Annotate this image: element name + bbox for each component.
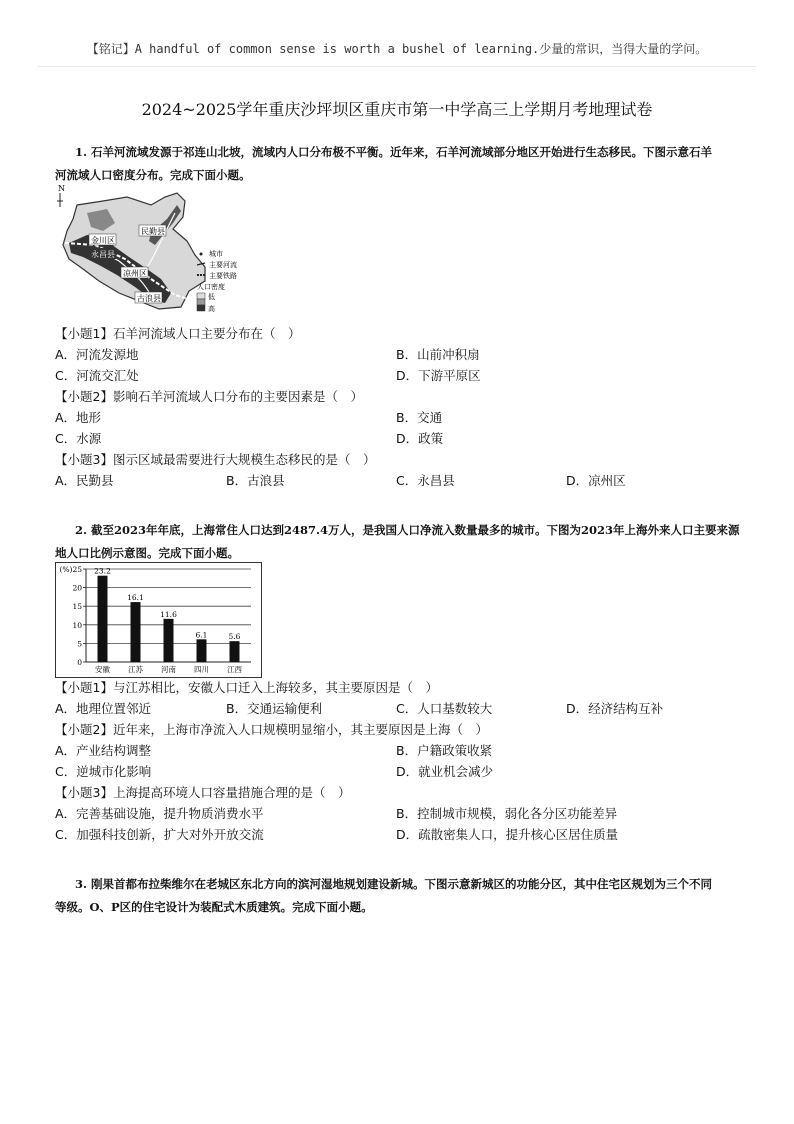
q1-sub3-option-b[interactable]: B．古浪县 <box>226 473 285 488</box>
x-tick-label: 安徽 <box>95 665 110 674</box>
bar-value-label: 5.6 <box>228 632 241 642</box>
q1-sub3-option-c[interactable]: C．永昌县 <box>396 473 455 488</box>
north-arrow <box>57 184 65 207</box>
q2-sub1-option-b[interactable]: B．交通运输便利 <box>226 701 323 716</box>
y-tick-label: (%)25 <box>59 565 82 574</box>
q2-sub3-question: 【小题3】上海提高环境人口容量措施合理的是（ ） <box>55 785 351 800</box>
place-liangzhou: 凉州区 <box>123 269 147 278</box>
bar <box>197 639 207 662</box>
x-tick-label: 河南 <box>161 665 176 674</box>
place-jinchuan: 金川区 <box>91 236 115 245</box>
bar <box>98 576 108 662</box>
bar <box>164 619 174 662</box>
q2-sub3-option-b[interactable]: B．控制城市规模，弱化各分区功能差异 <box>396 806 618 821</box>
q1-sub1-option-a[interactable]: A．河流发源地 <box>55 347 139 362</box>
q2-sub3-option-a[interactable]: A．完善基础设施，提升物质消费水平 <box>55 806 264 821</box>
q1-stem-line1: 1. 石羊河流域发源于祁连山北坡，流域内人口分布极不平衡。近年来，石羊河流域部分地区开始进行生态移民。下图示意石羊 <box>75 145 713 159</box>
q2-sub1-question: 【小题1】与江苏相比，安徽人口迁入上海较多，其主要原因是（ ） <box>55 680 438 695</box>
q2-sub3-option-d[interactable]: D．疏散密集人口，提升核心区居住质量 <box>396 827 619 842</box>
bar <box>131 602 141 662</box>
place-minqin: 民勤县 <box>141 227 165 236</box>
q1-stem <box>55 141 745 187</box>
q1-sub1-option-b[interactable]: B．山前冲积扇 <box>396 347 480 362</box>
legend-density: 人口密度 <box>197 283 225 291</box>
y-tick-label: 20 <box>72 583 82 593</box>
q1-sub2-option-b[interactable]: B．交通 <box>396 410 443 425</box>
legend-river: 主要河流 <box>209 261 237 269</box>
y-tick-label: 15 <box>72 602 82 612</box>
q3-stem-line2: 等级。O、P区的住宅设计为装配式木质建筑。完成下面小题。 <box>55 900 373 914</box>
q2-stem-line2: 地人口比例示意图。完成下面小题。 <box>55 546 239 560</box>
q1-sub3-option-d[interactable]: D．凉州区 <box>566 473 626 488</box>
legend-city: 城市 <box>209 250 223 258</box>
north-label: N <box>58 184 65 193</box>
bar-value-label: 16.1 <box>127 593 144 603</box>
q2-sub2-question: 【小题2】近年来，上海市净流入人口规模明显缩小，其主要原因是上海（ ） <box>55 722 488 737</box>
q2-stem-line1: 2. 截至2023年年底，上海常住人口达到2487.4万人，是我国人口净流入数量最多的城市。下图为2023年上海外来人口主要来源 <box>75 523 740 537</box>
header-divider <box>38 66 756 67</box>
q1-stem-line2: 河流域人口密度分布。完成下面小题。 <box>55 168 251 182</box>
q1-sub1-option-c[interactable]: C．河流交汇处 <box>55 368 139 383</box>
q1-sub2-option-c[interactable]: C．水源 <box>55 431 102 446</box>
x-tick-label: 江苏 <box>128 665 143 674</box>
x-tick-label: 江西 <box>227 665 242 674</box>
place-gulang: 古浪县 <box>137 294 161 303</box>
q2-sub2-option-c[interactable]: C．逆城市化影响 <box>55 764 152 779</box>
y-tick-label: 10 <box>72 620 82 630</box>
x-tick-label: 四川 <box>194 665 209 674</box>
q3-stem <box>55 873 745 919</box>
page-title: 2024~2025学年重庆沙坪坝区重庆市第一中学高三上学期月考地理试卷 <box>141 100 653 119</box>
q1-sub1-option-d[interactable]: D．下游平原区 <box>396 368 481 383</box>
q3-stem-line1: 3. 刚果首都布拉柴维尔在老城区东北方向的滨河湿地规划建设新城。下图示意新城区的功能分区，其中住宅区规划为三个不同 <box>75 877 713 891</box>
q1-sub1-question: 【小题1】石羊河流域人口主要分布在（ ） <box>55 326 301 341</box>
migrant-source-chart <box>55 562 262 678</box>
q2-sub3-option-c[interactable]: C．加强科技创新，扩大对外开放交流 <box>55 827 264 842</box>
legend-railway: 主要铁路 <box>209 272 237 280</box>
q2-sub1-option-a[interactable]: A．地理位置邻近 <box>55 701 152 716</box>
q2-sub1-option-d[interactable]: D．经济结构互补 <box>566 701 664 716</box>
legend-high: 高 <box>208 305 215 313</box>
bar-value-label: 23.2 <box>94 566 111 576</box>
bar <box>230 641 240 662</box>
legend-low: 低 <box>208 293 215 301</box>
city-dot-icon <box>200 253 203 256</box>
q2-sub2-option-a[interactable]: A．产业结构调整 <box>55 743 152 758</box>
q2-sub2-option-b[interactable]: B．户籍政策收紧 <box>396 743 493 758</box>
bar-chart-svg <box>56 563 261 677</box>
bar-value-label: 6.1 <box>195 630 208 640</box>
header-motto: 【铭记】A handful of common sense is worth a bushel of learning.少量的常识，当得大量的学问。 <box>86 42 708 56</box>
population-density-map <box>55 183 270 323</box>
y-tick-label: 5 <box>77 639 82 649</box>
q1-sub3-option-a[interactable]: A．民勤县 <box>55 473 114 488</box>
q1-sub3-question: 【小题3】图示区域最需要进行大规模生态移民的是（ ） <box>55 452 376 467</box>
q2-sub1-option-c[interactable]: C．人口基数较大 <box>396 701 493 716</box>
place-yongchang: 永昌县 <box>91 250 115 259</box>
q2-stem <box>55 519 745 565</box>
bar-value-label: 11.6 <box>160 609 177 619</box>
y-tick-label: 0 <box>77 658 82 667</box>
q2-sub2-option-d[interactable]: D．就业机会减少 <box>396 764 494 779</box>
q1-sub2-question: 【小题2】影响石羊河流域人口分布的主要因素是（ ） <box>55 389 363 404</box>
q1-sub2-option-a[interactable]: A．地形 <box>55 410 102 425</box>
q1-sub2-option-d[interactable]: D．政策 <box>396 431 444 446</box>
